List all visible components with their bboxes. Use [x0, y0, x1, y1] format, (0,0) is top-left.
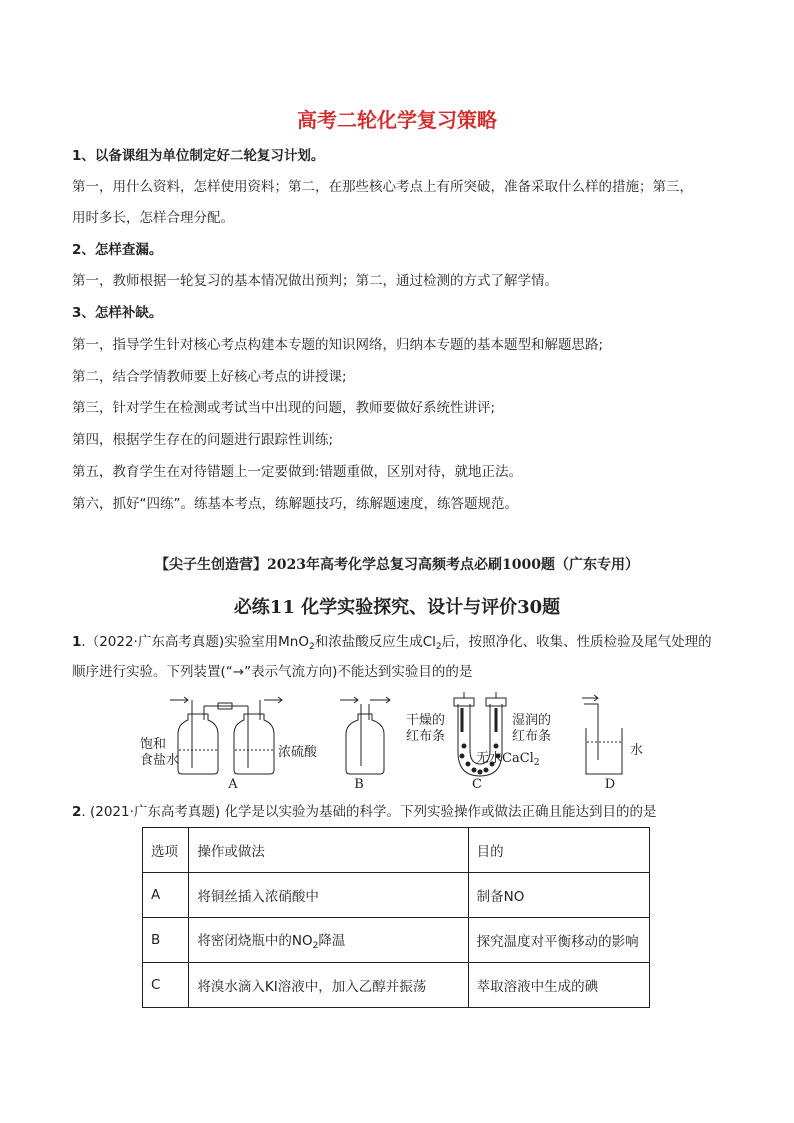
body-line: 第五，教育学生在对待错题上一定要做到:错题重做，区别对待，就地正法。 [72, 464, 523, 480]
exercise-title: 必练11 化学实验探究、设计与评价30题 [233, 597, 561, 618]
option-operation: 将溴水滴入KI溶液中，加入乙醇并振荡 [189, 963, 468, 1008]
formula-cl2: $Cl_2$ [422, 634, 442, 652]
body-line: 第一，用什么资料，怎样使用资料；第二，在那些核心考点上有所突破，准备采取什么样的措施；第三， [72, 179, 693, 195]
option-purpose: 探究温度对平衡移动的影响 [468, 918, 649, 963]
apparatus-figure [140, 690, 660, 790]
question-text: 后，按照净化、收集、性质检验及尾气处理的 [441, 634, 712, 650]
label-saturated: 饱和 [140, 737, 167, 752]
label-brine: 食盐水 [140, 753, 180, 768]
option-letter: C [143, 963, 189, 1008]
letter-d: D [604, 777, 616, 790]
section-heading-3: 3、怎样补缺。 [72, 305, 163, 321]
body-line: 第二，结合学情教师要上好核心考点的讲授课; [72, 369, 347, 385]
apparatus-d [582, 695, 622, 774]
header-operation: 操作或做法 [189, 828, 468, 873]
body-line: 用时多长，怎样合理分配。 [72, 210, 234, 226]
label-red-cloth: 红布条 [406, 729, 446, 744]
option-operation: 将铜丝插入浓硝酸中 [189, 873, 468, 918]
header-option: 选项 [143, 828, 189, 873]
section-heading-1: 1、以备课组为单位制定好二轮复习计划。 [72, 148, 325, 164]
label-anhydrous-cacl2: 无水CaCl$_2$ [476, 751, 540, 768]
label-conc-sulfuric-acid: 浓硫酸 [278, 745, 318, 760]
body-line: 第四，根据学生存在的问题进行跟踪性训练; [72, 432, 334, 448]
question-text: .（2022·广东高考真题)实验室用 [81, 634, 279, 650]
option-operation: 将密闭烧瓶中的$NO_2$降温 [189, 918, 468, 963]
body-line: 第一，教师根据一轮复习的基本情况做出预判；第二，通过检测的方式了解学情。 [72, 273, 558, 289]
table-row [143, 963, 650, 1008]
table-row [143, 873, 650, 918]
question-1 [72, 632, 732, 657]
letter-a: A [228, 777, 238, 790]
option-purpose: 萃取溶液中生成的碘 [468, 963, 649, 1008]
question-number: 1 [72, 634, 82, 650]
options-table [142, 827, 650, 1008]
table-header-row [143, 828, 650, 873]
page-title: 高考二轮化学复习策略 [297, 108, 497, 132]
question-2 [72, 802, 732, 822]
option-letter: A [143, 873, 189, 918]
apparatus-b [340, 697, 390, 774]
apparatus-a [170, 697, 282, 774]
option-purpose: 制备NO [468, 873, 649, 918]
letter-c: C [472, 777, 482, 790]
section-heading-2: 2、怎样查漏。 [72, 242, 163, 258]
question-number: 2 [72, 804, 82, 820]
body-line: 第六，抓好“四练”。练基本考点，练解题技巧，练解题速度，练答题规范。 [72, 496, 518, 512]
label-red-cloth: 红布条 [512, 729, 552, 744]
exercise-banner: 【尖子生创造营】2023年高考化学总复习高频考点必刷1000题（广东专用） [155, 557, 639, 573]
question-1-line-2: 顺序进行实验。下列装置(“→”表示气流方向)不能达到实验目的的是 [72, 664, 473, 680]
table-row [143, 918, 650, 963]
formula-mno2: MnO$_2$ [278, 634, 315, 652]
letter-b: B [354, 777, 364, 790]
option-letter: B [143, 918, 189, 963]
label-dry: 干燥的 [406, 713, 446, 728]
question-text: 和浓盐酸反应生成 [314, 634, 423, 650]
label-water: 水 [630, 743, 644, 758]
label-wet: 湿润的 [512, 713, 552, 728]
question-text: . (2021·广东高考真题) 化学是以实验为基础的科学。下列实验操作或做法正确且能达到目的的是 [81, 804, 657, 820]
body-line: 第三，针对学生在检测或考试当中出现的问题，教师要做好系统性讲评; [72, 400, 496, 416]
header-purpose: 目的 [468, 828, 649, 873]
body-line: 第一，指导学生针对核心考点构建本专题的知识网络，归纳本专题的基本题型和解题思路; [72, 337, 604, 353]
